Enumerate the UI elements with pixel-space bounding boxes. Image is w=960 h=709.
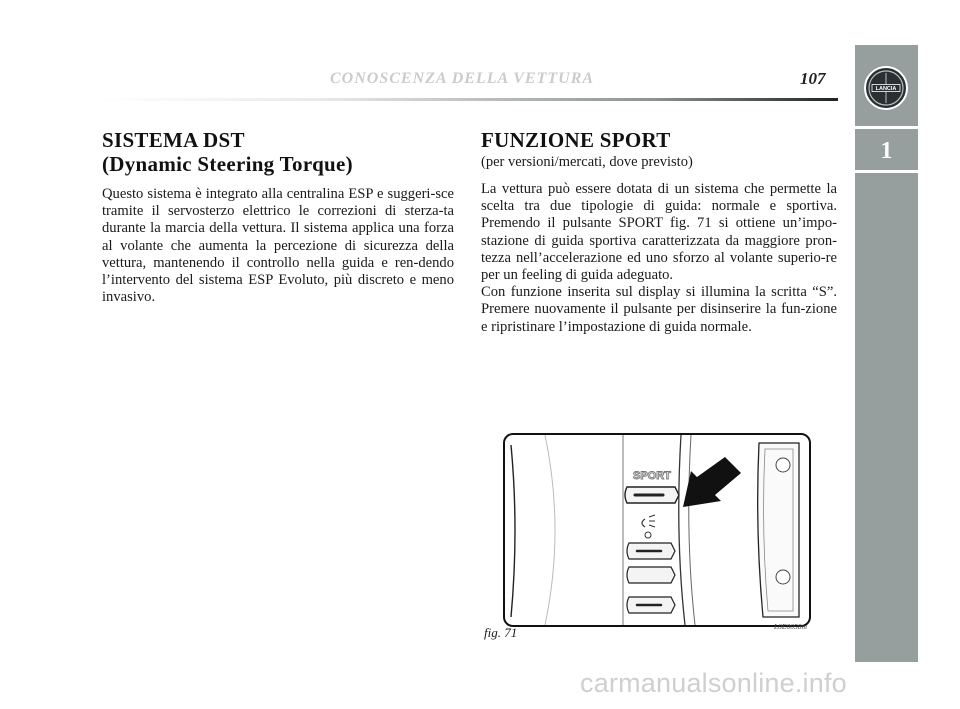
section-subtitle: (per versioni/mercati, dove previsto) xyxy=(481,154,693,170)
sport-body-text-1: La vettura può essere dotata di un sistema che permette la scelta tra due tipologie di guida: normale e sportiva. Premendo il pulsante SPORT fig. 71 si ottiene un’impo-stazione di guida sportiva caratterizzata da maggiore pron-tezza nell’accelerazione ed uno sforzo al volante superio-re per un feeling di guida adeguato. xyxy=(481,181,837,284)
page-number: 107 xyxy=(800,69,826,88)
section-sport xyxy=(481,128,837,336)
screw-bottom-icon xyxy=(776,570,790,584)
dst-body-text: Questo sistema è integrato alla centralina ESP e suggeri-sce tramite il servosterzo elettrico le correzioni di sterza-ta durante la marcia della vettura. Il sistema applica una forza al volante che aumenta la percezione di sicurezza della vettura, mantenendo il controllo nella guida e ren-dendo l’intervento del sistema ESP Evoluto, più discreto e meno invasivo. xyxy=(102,186,454,306)
sport-button-illustration xyxy=(505,435,809,625)
section-title-sport: FUNZIONE SPORT xyxy=(481,128,671,152)
panel-button-3 xyxy=(627,567,675,583)
tab-divider-top xyxy=(855,126,918,129)
lancia-logo-icon xyxy=(863,65,909,111)
figure-code: L0E0058m xyxy=(774,622,807,631)
section-dst xyxy=(102,128,454,306)
tab-divider-bottom xyxy=(855,170,918,173)
watermark: carmanualsonline.info xyxy=(580,668,847,698)
pointer-arrow-icon xyxy=(683,457,741,507)
running-header: CONOSCENZA DELLA VETTURA xyxy=(330,70,595,87)
section-title-line1: SISTEMA DST xyxy=(102,128,245,152)
header-rule xyxy=(100,98,838,101)
sport-label: SPORT xyxy=(633,470,671,482)
sport-body-text-2: Con funzione inserita sul display si illumina la scritta “S”. Premere nuovamente il pulsante per disinserire la fun-zione e ripristinare l’impostazione di guida normale. xyxy=(481,284,837,335)
sport-button xyxy=(625,487,679,503)
chapter-number: 1 xyxy=(880,138,893,164)
figure-71 xyxy=(503,433,811,627)
section-title-dst xyxy=(102,128,454,176)
svg-text:LANCIA: LANCIA xyxy=(875,86,897,92)
figure-caption: fig. 71 xyxy=(484,625,518,640)
section-title-line2: (Dynamic Steering Torque) xyxy=(102,152,353,176)
screw-top-icon xyxy=(776,458,790,472)
headlight-icon xyxy=(642,515,655,538)
